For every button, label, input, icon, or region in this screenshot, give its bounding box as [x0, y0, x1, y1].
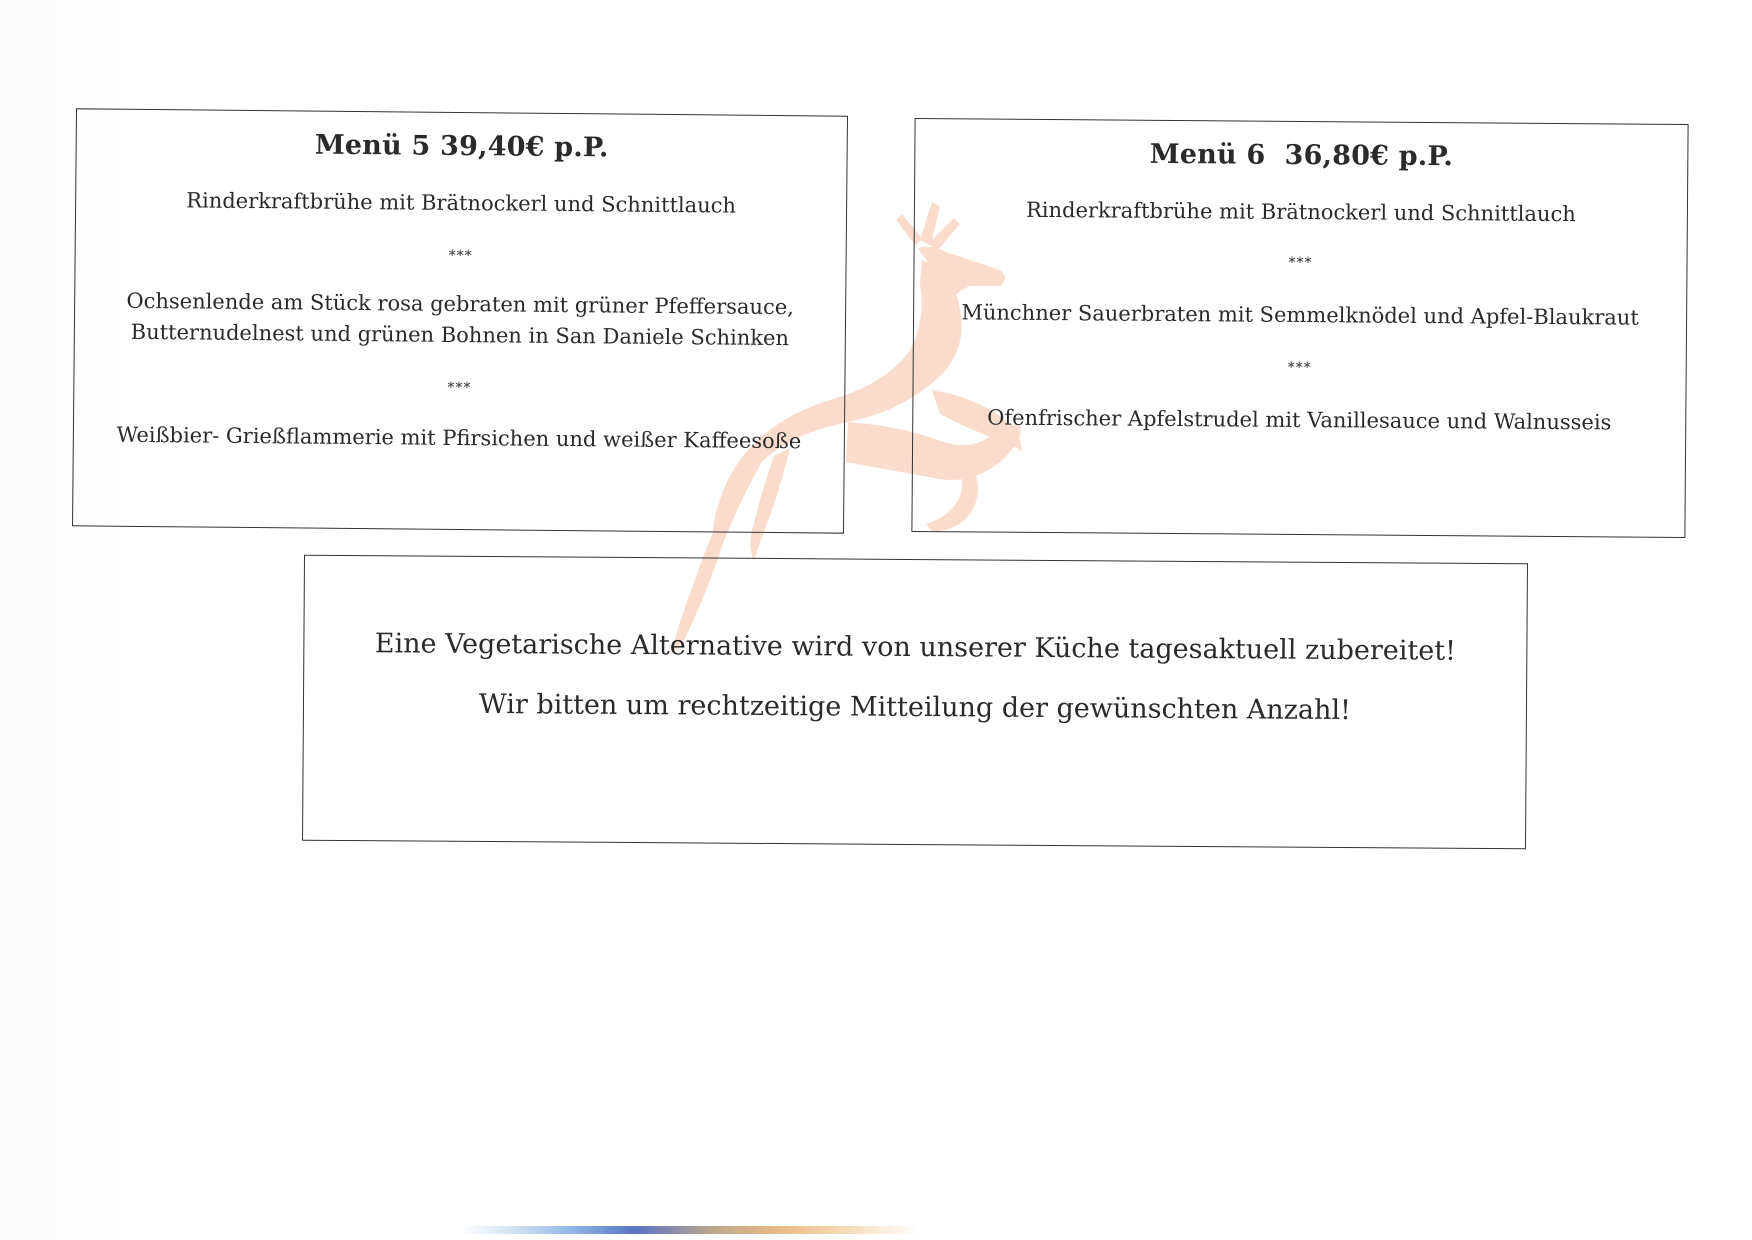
vegetarian-notice-line-1: Eine Vegetarische Alternative wird von unserer Küche tagesaktuell zubereitet! [374, 628, 1457, 667]
scanner-color-streak [460, 1226, 920, 1234]
vegetarian-notice-line-2: Wir bitten um rechtzeitige Mitteilung der gewünschten Anzahl! [478, 688, 1352, 727]
menu-6-course-1: Rinderkraftbrühe mit Brätnockerl und Schnittlauch [1025, 197, 1576, 227]
menu-5-box [72, 108, 848, 533]
menu-6-course-3: Ofenfrischer Apfelstrudel mit Vanillesauce und Walnusseis [987, 405, 1612, 435]
menu-6-box [911, 118, 1688, 538]
vegetarian-notice-box [302, 555, 1528, 850]
menu-6-separator-2: *** [1287, 359, 1312, 377]
menu-5-separator-2: *** [447, 379, 472, 397]
menu-5-course-2 [75, 285, 846, 354]
menu-5-course-2-line-2: Butternudelnest und grünen Bohnen in San Daniele Schinken [130, 319, 790, 351]
menu-6-title: Menü 6 36,80€ p.P. [1149, 138, 1454, 173]
menu-5-course-2-line-1: Ochsenlende am Stück rosa gebraten mit grüner Pfeffersauce, [126, 288, 794, 320]
menu-5-title: Menü 5 39,40€ p.P. [314, 129, 609, 164]
menu-5-course-1: Rinderkraftbrühe mit Brätnockerl und Schnittlauch [186, 188, 737, 218]
menu-5-course-3: Weißbier- Grießflammerie mit Pfirsichen und weißer Kaffeesoße [116, 422, 802, 454]
menu-6-separator-1: *** [1288, 254, 1313, 272]
menu-6-course-2: Münchner Sauerbraten mit Semmelknödel und Apfel-Blaukraut [961, 300, 1639, 330]
menu-5-separator-1: *** [448, 247, 473, 265]
